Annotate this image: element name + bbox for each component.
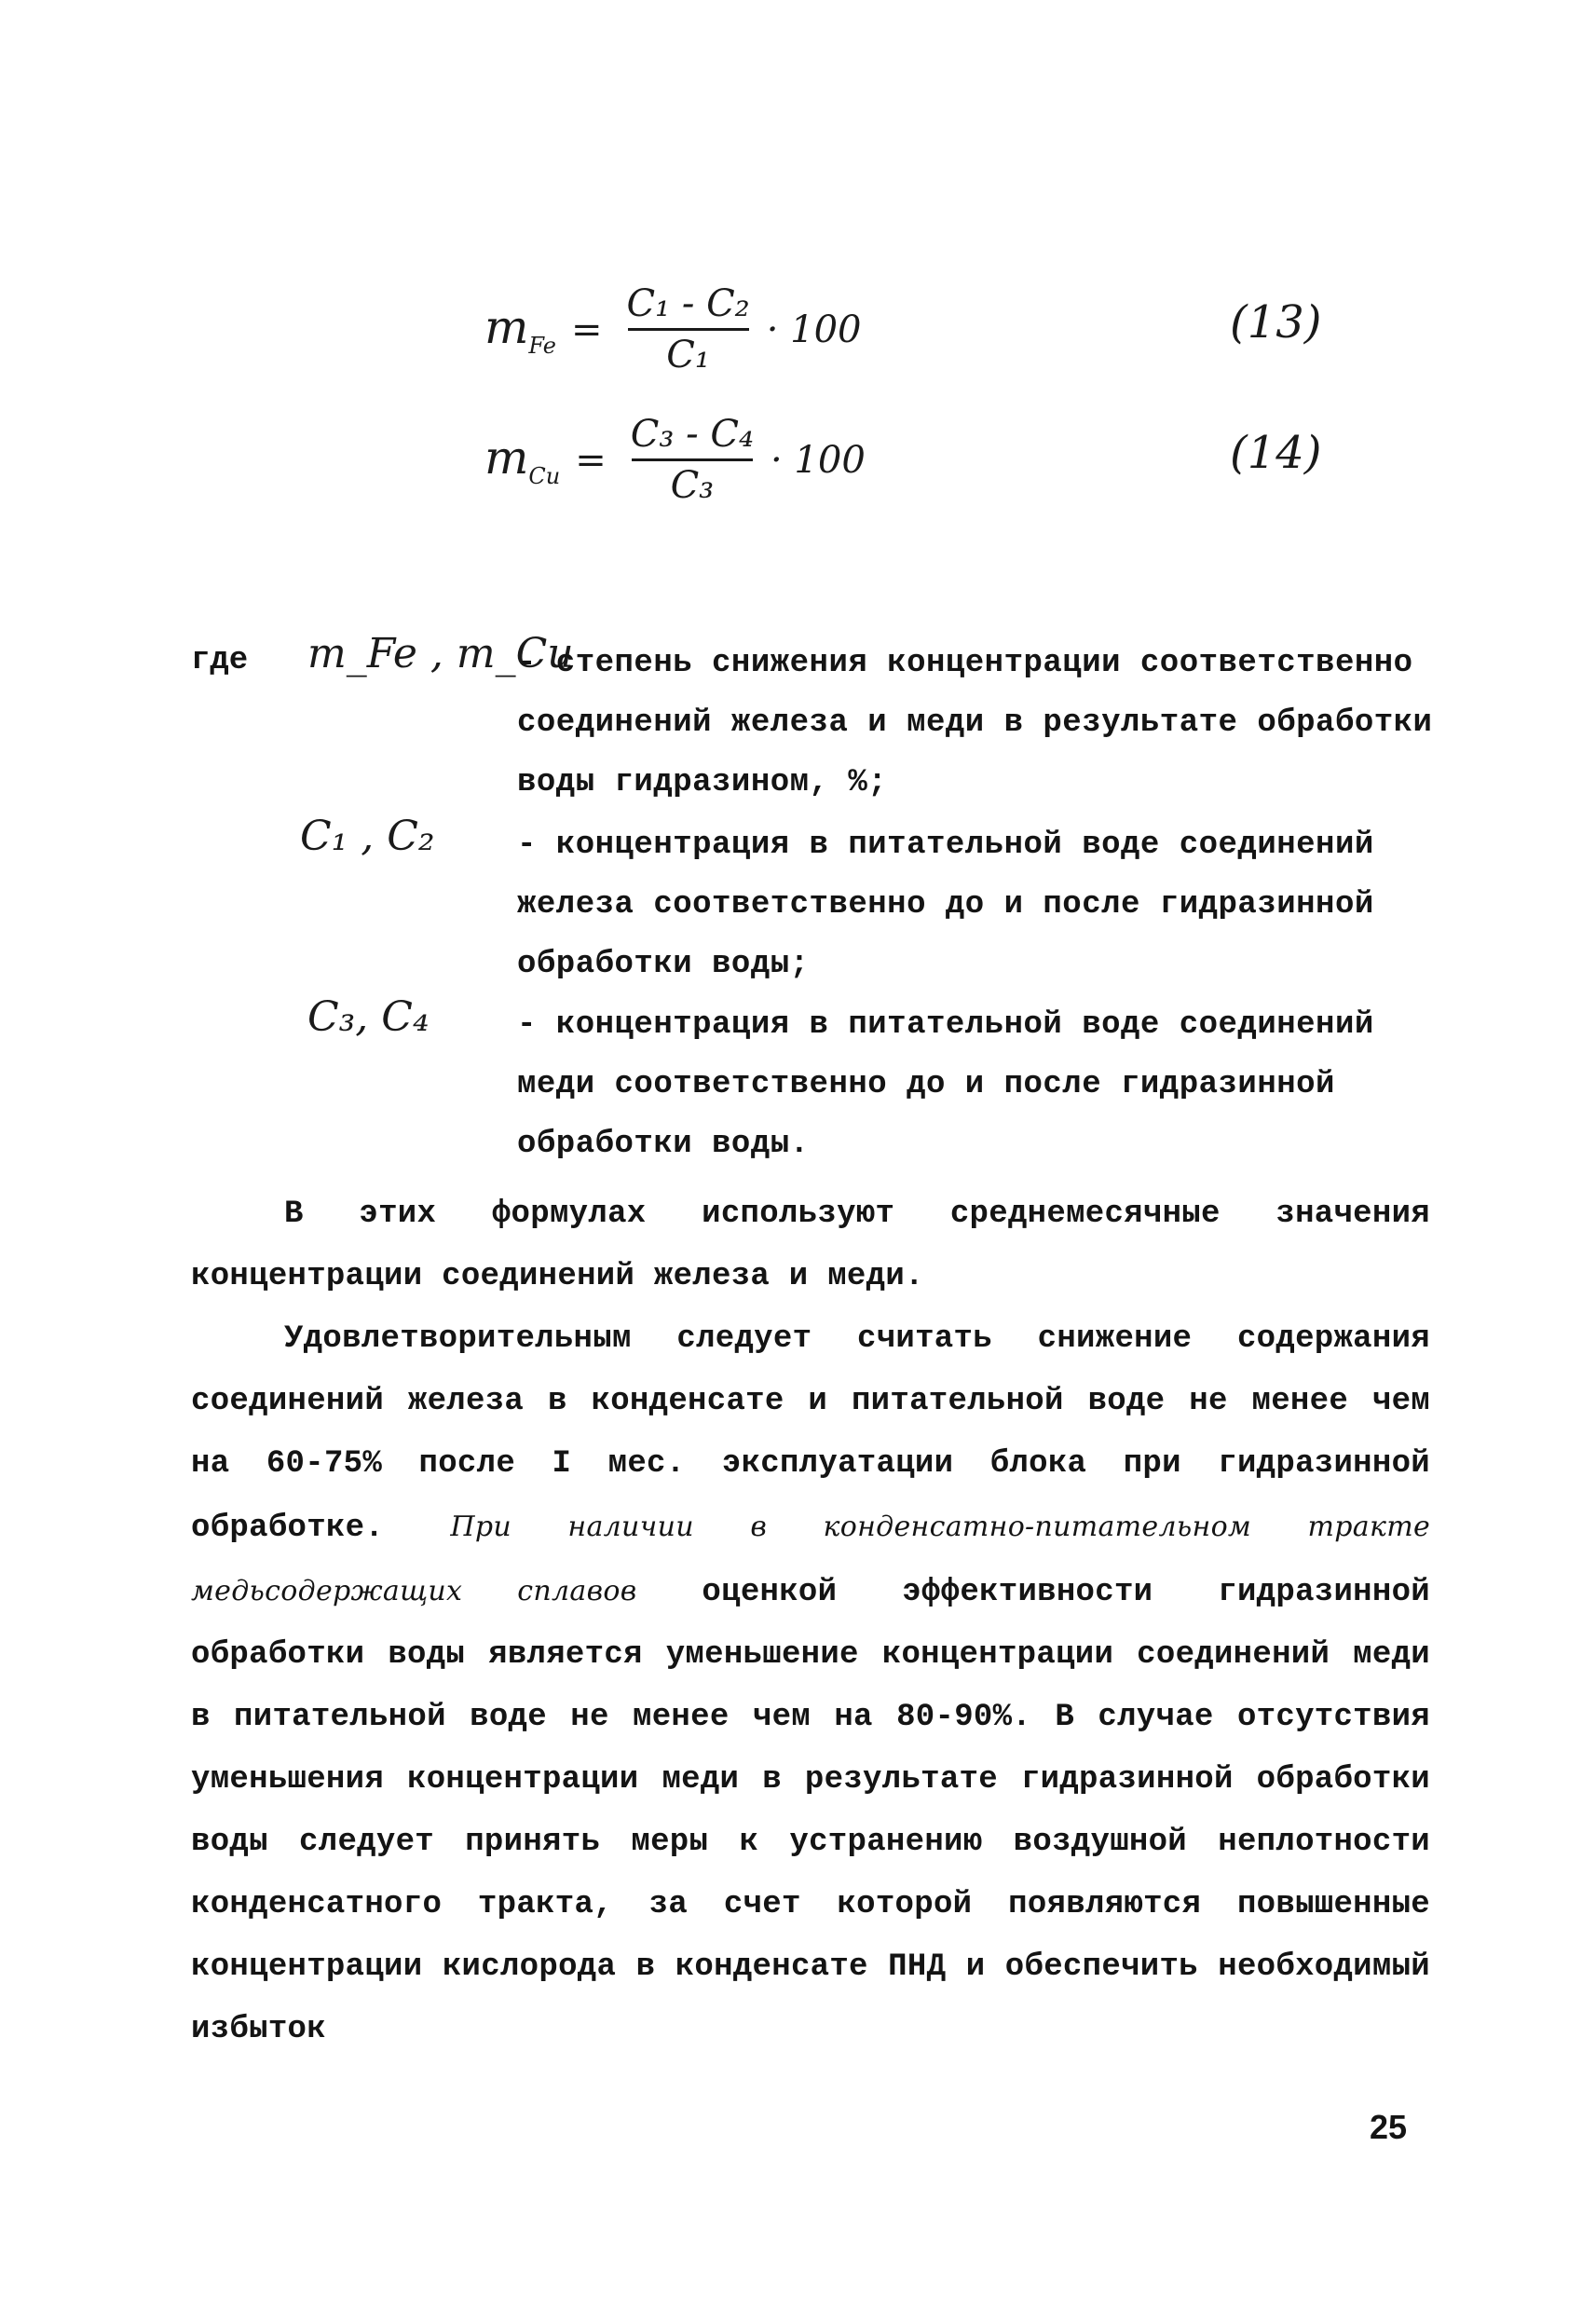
definition-text-c1-c2: - концентрация в питательной воде соединений железа соответственно до и после гидразинной обработки воды; bbox=[517, 827, 1374, 982]
formula-14-lhs: $m_{Cu}$ bbox=[484, 431, 561, 489]
page-number: 25 bbox=[1370, 2108, 1408, 2146]
formula-13-lhs: $m_{Fe}$ bbox=[484, 300, 556, 359]
formula-13-equals: = bbox=[570, 308, 603, 351]
paragraph-criteria-text-b: оценкой эффективности гидразинной обработки воды является уменьшение концентрации соединений меди в питательной воде не менее чем на 80-90%. В случае отсутствия уменьшения концентрации меди в результате гидразинной обработки воды следует принять меры к устранению воздушной неплотности конденсатного тракта, за счет которой появляются повышенные концентрации кислорода в конденсате ПНД и обеспечить необходимый избыток bbox=[191, 1575, 1430, 2047]
formula-14-number: (14) bbox=[1230, 427, 1322, 479]
formula-13-number: (13) bbox=[1230, 296, 1322, 349]
definition-symbol-m: m_Fe , m_Cu bbox=[307, 630, 574, 677]
formula-13-fraction bbox=[626, 280, 749, 379]
handwritten-insert: При наличии в конденсатно-питательном тракте медьсодержащих сплавов bbox=[191, 1511, 1430, 1607]
definition-symbol-c1-c2: C₁ , C₂ bbox=[300, 813, 435, 860]
definition-text-m: - степень снижения концентрации соответственно соединений железа и меди в результате обработки воды гидразином, %; bbox=[517, 646, 1433, 800]
formula-13 bbox=[484, 280, 862, 379]
formula-13-multiplier: · 100 bbox=[766, 308, 862, 351]
definition-symbol-c3-c4: C₃, C₄ bbox=[307, 993, 430, 1041]
where-label: где bbox=[191, 643, 249, 678]
paragraph-criteria bbox=[191, 1308, 1430, 2061]
formula-14 bbox=[484, 410, 866, 510]
formula-13-denominator: C₁ bbox=[666, 334, 710, 376]
formula-14-numerator: C₃ - C₄ bbox=[630, 413, 754, 456]
formula-14-equals: = bbox=[575, 438, 607, 482]
definition-text-c3-c4: - концентрация в питательной воде соединений меди соответственно до и после гидразинной обработки воды. bbox=[517, 1007, 1374, 1162]
formula-13-numerator: C₁ - C₂ bbox=[626, 282, 750, 325]
formula-14-denominator: C₃ bbox=[670, 464, 715, 507]
paragraph-formulas-note: В этих формулах используют среднемесячные значения концентрации соединений железа и меди. bbox=[191, 1197, 1430, 1294]
formula-14-fraction bbox=[631, 410, 754, 510]
paragraph-criteria-text-a: Удовлетворительным следует считать снижение содержания соединений железа в конденсате и питательной воде не менее чем на 60-75% после I мес. эксплуатации блока при гидразинной обработке. bbox=[191, 1321, 1430, 1546]
formula-14-multiplier: · 100 bbox=[771, 438, 866, 482]
